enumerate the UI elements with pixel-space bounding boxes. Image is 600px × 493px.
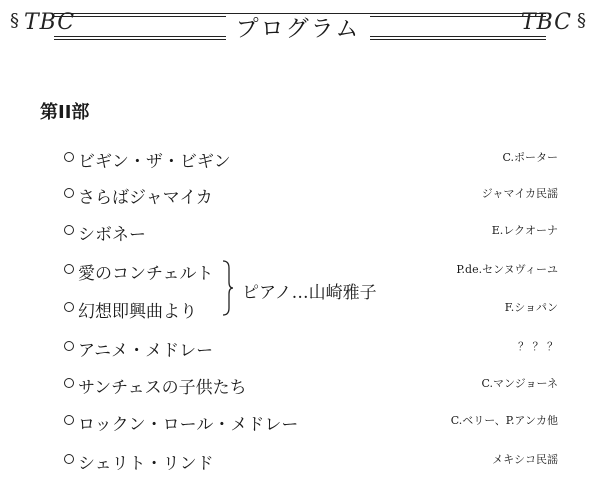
song-title: シェリト・リンド (78, 454, 214, 474)
circle-bullet-icon (64, 415, 74, 425)
program-item (64, 410, 564, 434)
program-item (64, 147, 564, 171)
composer: C.マンジョーネ (481, 377, 558, 390)
song-title: ビギン・ザ・ビギン (78, 152, 231, 172)
circle-bullet-icon (64, 264, 74, 274)
ornament-scroll-icon: § (577, 10, 586, 31)
song-title: 愛のコンチェルト (78, 264, 214, 284)
right-brace-icon (222, 260, 234, 316)
program-item (64, 336, 564, 360)
song-title: サンチェスの子供たち (78, 378, 247, 398)
circle-bullet-icon (64, 454, 74, 464)
song-title: さらばジャマイカ (78, 188, 213, 208)
composer: メキシコ民謡 (492, 453, 558, 466)
composer: C.ベリー、P.アンカ他 (450, 414, 558, 427)
circle-bullet-icon (64, 225, 74, 235)
song-title: ロックン・ロール・メドレー (78, 415, 299, 435)
program-item (64, 449, 564, 473)
program-item (64, 183, 564, 207)
program-header (10, 6, 586, 42)
circle-bullet-icon (64, 188, 74, 198)
tbc-logo: TBC (24, 10, 76, 35)
composer: F.ショパン (504, 301, 558, 314)
circle-bullet-icon (64, 341, 74, 351)
circle-bullet-icon (64, 302, 74, 312)
tbc-logo: TBC (520, 10, 572, 35)
composer: E.レクオーナ (491, 224, 558, 237)
composer: C.ポーター (502, 151, 558, 164)
composer: ？ ？ ？ (518, 340, 558, 353)
page-title: プログラム (10, 10, 586, 43)
song-title: シボネー (78, 225, 146, 245)
program-item (64, 220, 564, 244)
ornament-scroll-icon: § (10, 10, 19, 31)
composer: P.de.センヌヴィーユ (456, 263, 558, 276)
circle-bullet-icon (64, 152, 74, 162)
section-title: 第II部 (40, 102, 90, 123)
composer: ジャマイカ民謡 (481, 187, 558, 200)
performer-note: ピアノ…山崎雅子 (242, 283, 377, 303)
song-title: アニメ・メドレー (78, 341, 214, 361)
song-title: 幻想即興曲より (78, 302, 197, 322)
program-item (64, 373, 564, 397)
circle-bullet-icon (64, 378, 74, 388)
